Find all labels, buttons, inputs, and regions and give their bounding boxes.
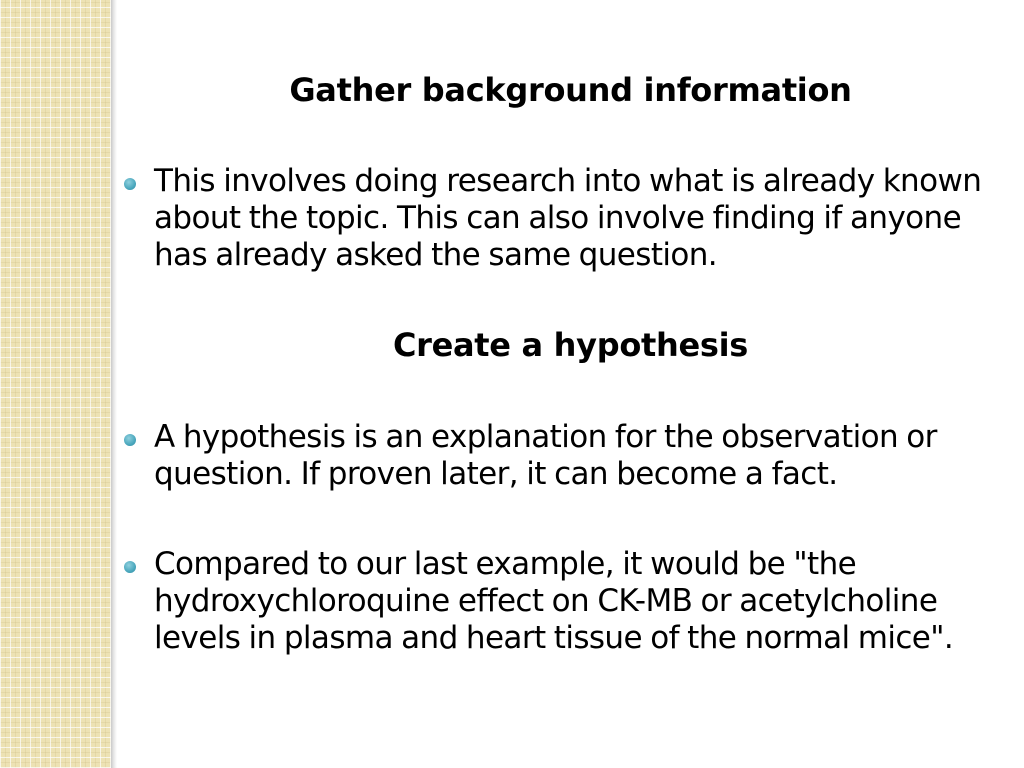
- bullet-dot-icon: [124, 561, 136, 573]
- bullet-item-background: [122, 163, 1012, 274]
- bullet-dot-icon: [124, 434, 136, 446]
- bullet-text: Compared to our last example, it would be "the hydroxychloroquine effect on CK-MB or acetylcholine levels in plasma and heart tissue of the normal mice".: [154, 546, 954, 656]
- section-heading-hypothesis: Create a hypothesis: [392, 326, 749, 364]
- bullet-text: A hypothesis is an explanation for the observation or question. If proven later, it can become a fact.: [154, 419, 937, 492]
- section-heading-background: Gather background information: [289, 71, 852, 109]
- bullet-item-hypothesis-definition: [122, 419, 1012, 493]
- bullet-text: This involves doing research into what is already known about the topic. This can also involve finding if anyone has already asked the same question.: [154, 163, 982, 273]
- decorative-side-band: [0, 0, 111, 768]
- bullet-item-hypothesis-example: [122, 546, 1012, 657]
- side-band-shadow: [111, 0, 117, 768]
- bullet-dot-icon: [124, 178, 136, 190]
